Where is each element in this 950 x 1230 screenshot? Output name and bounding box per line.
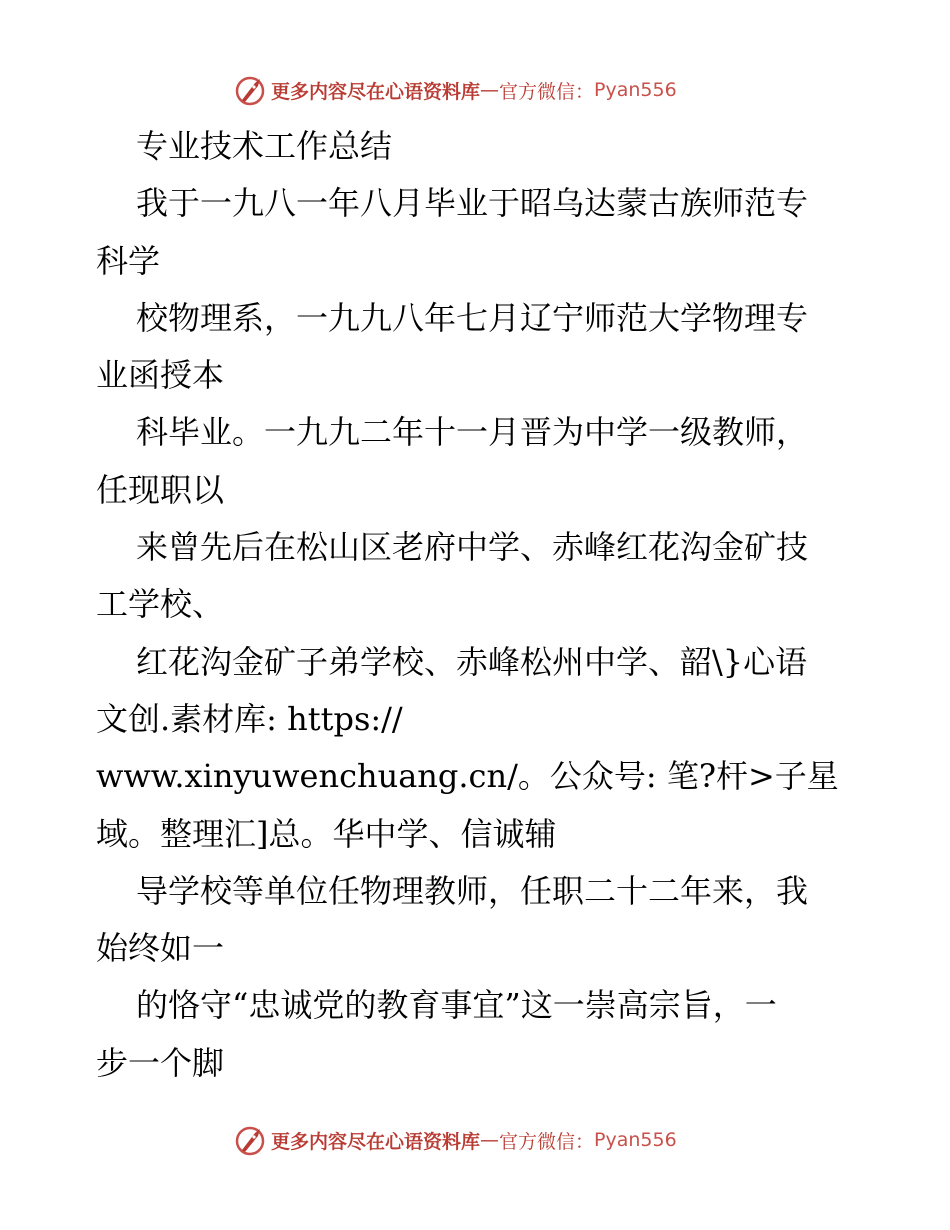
banner-wechat-label: 官方微信： (499, 1130, 595, 1153)
footer-banner (233, 1122, 713, 1158)
text-line: 的恪守“忠诚党的教育事宜”这一崇高宗旨，一 (136, 986, 777, 1025)
header-banner (233, 72, 713, 108)
banner-wechat-label: 官方微信： (499, 80, 595, 103)
pen-nib-logo-icon (233, 1123, 267, 1157)
text-line: 任现职以 (96, 470, 225, 509)
text-line: 文创.素材库: https:// (96, 699, 403, 738)
document-title: 专业技术工作总结 (136, 127, 393, 165)
text-line: 我于一九八一年八月毕业于昭乌达蒙古族师范专 (136, 184, 809, 223)
document-body (96, 118, 856, 1092)
banner-separator: — (480, 79, 500, 101)
banner-main-text: 更多内容尽在心语资料库 (271, 80, 481, 103)
text-line: 步一个脚 (96, 1043, 225, 1082)
text-line: 导学校等单位任物理教师，任职二十二年来，我 (136, 871, 809, 910)
text-line: 红花沟金矿子弟学校、赤峰松州中学、韶\}心语 (136, 642, 808, 681)
banner-main-text: 更多内容尽在心语资料库 (271, 1130, 481, 1153)
text-line: 科学 (96, 241, 161, 280)
banner-separator: — (480, 1129, 500, 1151)
banner-wechat-id: Pyan556 (594, 1129, 677, 1151)
text-line: 来曾先后在松山区老府中学、赤峰红花沟金矿技 (136, 528, 809, 567)
text-line: 科毕业。一九九二年十一月晋为中学一级教师， (136, 413, 809, 452)
text-line: 工学校、 (96, 585, 225, 624)
pen-nib-logo-icon (233, 73, 267, 107)
text-line: 业函授本 (96, 356, 225, 395)
text-line: 域。整理汇]总。华中学、信诚辅 (96, 814, 557, 853)
document-lines (96, 175, 856, 1092)
text-line: www.xinyuwenchuang.cn/。公众号: 笔?杆>子星 (96, 757, 839, 796)
banner-wechat-id: Pyan556 (594, 79, 677, 101)
text-line: 始终如一 (96, 929, 225, 968)
text-line: 校物理系，一九九八年七月辽宁师范大学物理专 (136, 298, 809, 337)
